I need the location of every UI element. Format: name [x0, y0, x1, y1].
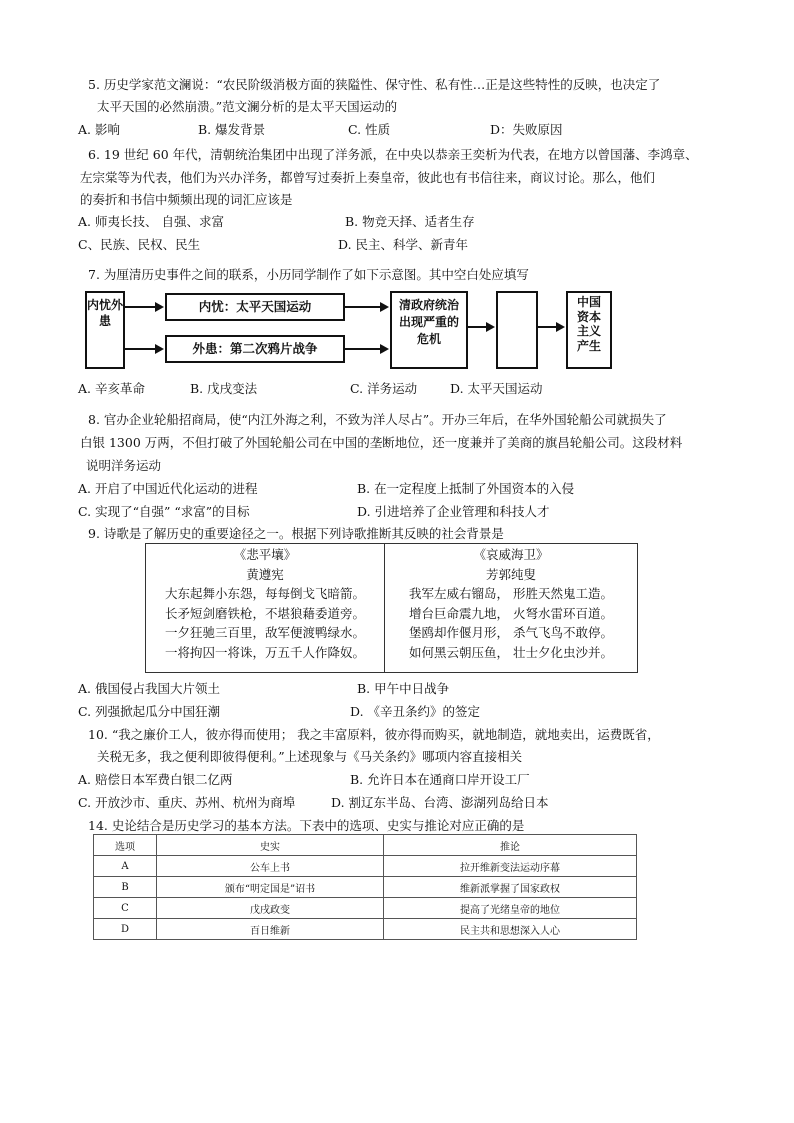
poem-right-author: 芳郭纯叟 [485, 566, 536, 582]
q14-stem-line1: 14. 史论结合是历史学习的基本方法。下表中的选项、史实与推论对应正确的是 [88, 818, 525, 833]
diagram-box-opium-war [165, 335, 345, 363]
q10-stem-line1: 10. “我之廉价工人，彼亦得而使用； 我之丰富原料，彼亦得而购买，就地制造，就地卖出，运费既省， [88, 727, 660, 742]
table-cell: C [94, 898, 157, 919]
table-header-cell: 史实 [157, 835, 384, 856]
poem-left-title: 《悲平壤》 [233, 547, 297, 562]
q5-option-c: C. 性质 [348, 122, 391, 137]
q8-stem-line2: 白银 1300 万两，不但打破了外国轮船公司在中国的垄断地位，还一度兼并了美商的旗昌轮船公司。这段材料 [80, 435, 683, 450]
q8-stem-line1: 8. 官办企业轮船招商局，使“内江外海之利，不致为洋人尽占”。开办三年后，在华外国轮船公司就损失了 [88, 412, 667, 427]
table-row [94, 877, 637, 898]
poem-right-line: 如何黑云朝压鱼， 壮士夕化虫沙并。 [409, 644, 613, 660]
q5-option-d: D：失败原因 [490, 122, 563, 137]
poem-right-line: 增台巨命震九地， 火弩水雷环百道。 [409, 605, 613, 621]
arrow-head-icon [380, 344, 389, 354]
diagram-box-capitalism [566, 291, 612, 369]
q8-option-b: B. 在一定程度上抵制了外国资本的入侵 [357, 481, 575, 496]
table-row [94, 919, 637, 940]
arrow-head-icon [486, 322, 495, 332]
q10-stem-line2: 关税无多，我之便利即彼得便利。”上述现象与《马关条约》哪项内容直接相关 [97, 749, 523, 764]
table-cell: 提高了光绪皇帝的地位 [384, 898, 637, 919]
arrow-head-icon [155, 344, 164, 354]
arrow-head-icon [155, 302, 164, 312]
q6-option-c: C、民族、民权、民生 [78, 237, 201, 252]
q7-stem-line1: 7. 为厘清历史事件之间的联系，小历同学制作了如下示意图。其中空白处应填写 [88, 267, 529, 282]
poem-right [385, 544, 637, 673]
poem-left-line: 长矛短剑磨铁枪，不堪狼藉委道旁。 [164, 605, 365, 621]
poem-left [146, 544, 384, 673]
table-cell: 民主共和思想深入人心 [384, 919, 637, 940]
q9-option-d: D. 《辛丑条约》的签定 [350, 704, 481, 719]
q6-option-b: B. 物竞天择、适者生存 [345, 214, 475, 229]
arrow-head-icon [380, 302, 389, 312]
poem-right-title: 《哀威海卫》 [473, 547, 549, 562]
table-cell: 公车上书 [157, 856, 384, 877]
arrow-head-icon [556, 322, 565, 332]
q14-table [93, 834, 637, 940]
table-row [94, 898, 637, 919]
q5-option-b: B. 爆发背景 [198, 122, 266, 137]
q7-option-d: D. 太平天国运动 [450, 381, 543, 396]
poem-left-line: 一夕狂驰三百里，敌军便渡鸭绿水。 [164, 625, 365, 640]
q8-option-a: A. 开启了中国近代化运动的进程 [78, 481, 258, 496]
q6-stem-line1: 6. 19 世纪 60 年代，清朝统治集团中出现了洋务派，在中央以恭亲王奕析为代表，在地方以曾国藩、李鸿章、 [88, 147, 698, 162]
q6-stem-line3: 的奏折和书信中频频出现的词汇应该是 [80, 192, 293, 207]
table-cell: 拉开维新变法运动序幕 [384, 856, 637, 877]
q10-option-b: B. 允许日本在通商口岸开设工厂 [350, 772, 530, 787]
q7-option-c: C. 洋务运动 [350, 381, 418, 396]
arrow-line [125, 306, 155, 308]
q6-option-d: D. 民主、科学、新青年 [338, 237, 469, 252]
table-cell: D [94, 919, 157, 940]
q9-option-c: C. 列强掀起瓜分中国狂潮 [78, 704, 221, 719]
q9-option-b: B. 甲午中日战争 [357, 681, 450, 696]
q5-stem-line2: 太平天国的必然崩溃。”范文澜分析的是太平天国运动的 [97, 99, 398, 114]
q8-option-c: C. 实现了“自强” “求富”的目标 [78, 504, 250, 519]
q7-option-b: B. 戊戌变法 [190, 381, 258, 396]
q6-option-a: A. 师夷长技、 自强、求富 [78, 214, 224, 229]
q10-option-d: D. 割辽东半岛、台湾、澎湖列岛给日本 [331, 795, 549, 810]
table-cell: 颁布“明定国是”诏书 [157, 877, 384, 898]
q6-stem-line2: 左宗棠等为代表，他们为兴办洋务，都曾写过奏折上奏皇帝，彼此也有书信往来，商议讨论。那么，他们 [80, 170, 656, 185]
table-header-cell: 选项 [94, 835, 157, 856]
diagram-box-taiping [165, 293, 345, 321]
poem-right-line: 我军左威右镏岛， 形胜天然鬼工造。 [409, 586, 613, 601]
poem-left-line: 大东起舞小东怨，每每倒戈飞暗箭。 [164, 586, 365, 601]
table-cell: A [94, 856, 157, 877]
q7-option-a: A. 辛亥革命 [78, 381, 145, 396]
table-cell: 戊戌政变 [157, 898, 384, 919]
diagram-label-capitalism: 中国资本主义产生 [576, 295, 601, 353]
diagram-box-crisis [390, 291, 468, 369]
q9-stem-line1: 9. 诗歌是了解历史的重要途径之一。根据下列诗歌推断其反映的社会背景是 [88, 526, 504, 541]
poem-left-author: 黄遵宪 [246, 566, 284, 582]
diagram-label-opium-war: 外患：第二次鸦片战争 [192, 341, 318, 356]
q9-poem-table [145, 543, 638, 673]
poem-left-line: 一将拘囚一将诛，万五千人作降奴。 [164, 644, 365, 660]
arrow-line [468, 326, 486, 328]
diagram-label-crisis: 清政府统治出现严重的危机 [398, 298, 459, 346]
q5-option-a: A. 影响 [78, 122, 120, 137]
table-header-row [94, 835, 637, 856]
table-cell: B [94, 877, 157, 898]
diagram-box-blank [496, 291, 538, 369]
q10-option-c: C. 开放沙市、重庆、苏州、杭州为商埠 [78, 795, 296, 810]
q8-stem-line3: 说明洋务运动 [86, 458, 162, 473]
q5-stem-line1: 5. 历史学家范文澜说：“农民阶级消极方面的狭隘性、保守性、私有性…正是这些特性的反映，也决定了 [88, 77, 661, 92]
poem-right-line: 堡鸥却作偃月形， 杀气飞鸟不敢停。 [409, 625, 613, 640]
table-cell: 百日维新 [157, 919, 384, 940]
arrow-line [345, 306, 380, 308]
diagram-label-neiyouwaihuan: 内忧外患 [87, 298, 124, 328]
arrow-line [538, 326, 556, 328]
arrow-line [125, 348, 155, 350]
diagram-label-taiping: 内忧：太平天国运动 [198, 299, 312, 314]
q8-option-d: D. 引进培养了企业管理和科技人才 [357, 504, 550, 519]
table-row [94, 856, 637, 877]
table-cell: 维新派掌握了国家政权 [384, 877, 637, 898]
table-header-cell: 推论 [384, 835, 637, 856]
arrow-line [345, 348, 380, 350]
q10-option-a: A. 赔偿日本军费白银二亿两 [78, 772, 233, 787]
q9-option-a: A. 俄国侵占我国大片领土 [78, 681, 220, 696]
diagram-box-neiyouwaihuan [85, 291, 125, 369]
